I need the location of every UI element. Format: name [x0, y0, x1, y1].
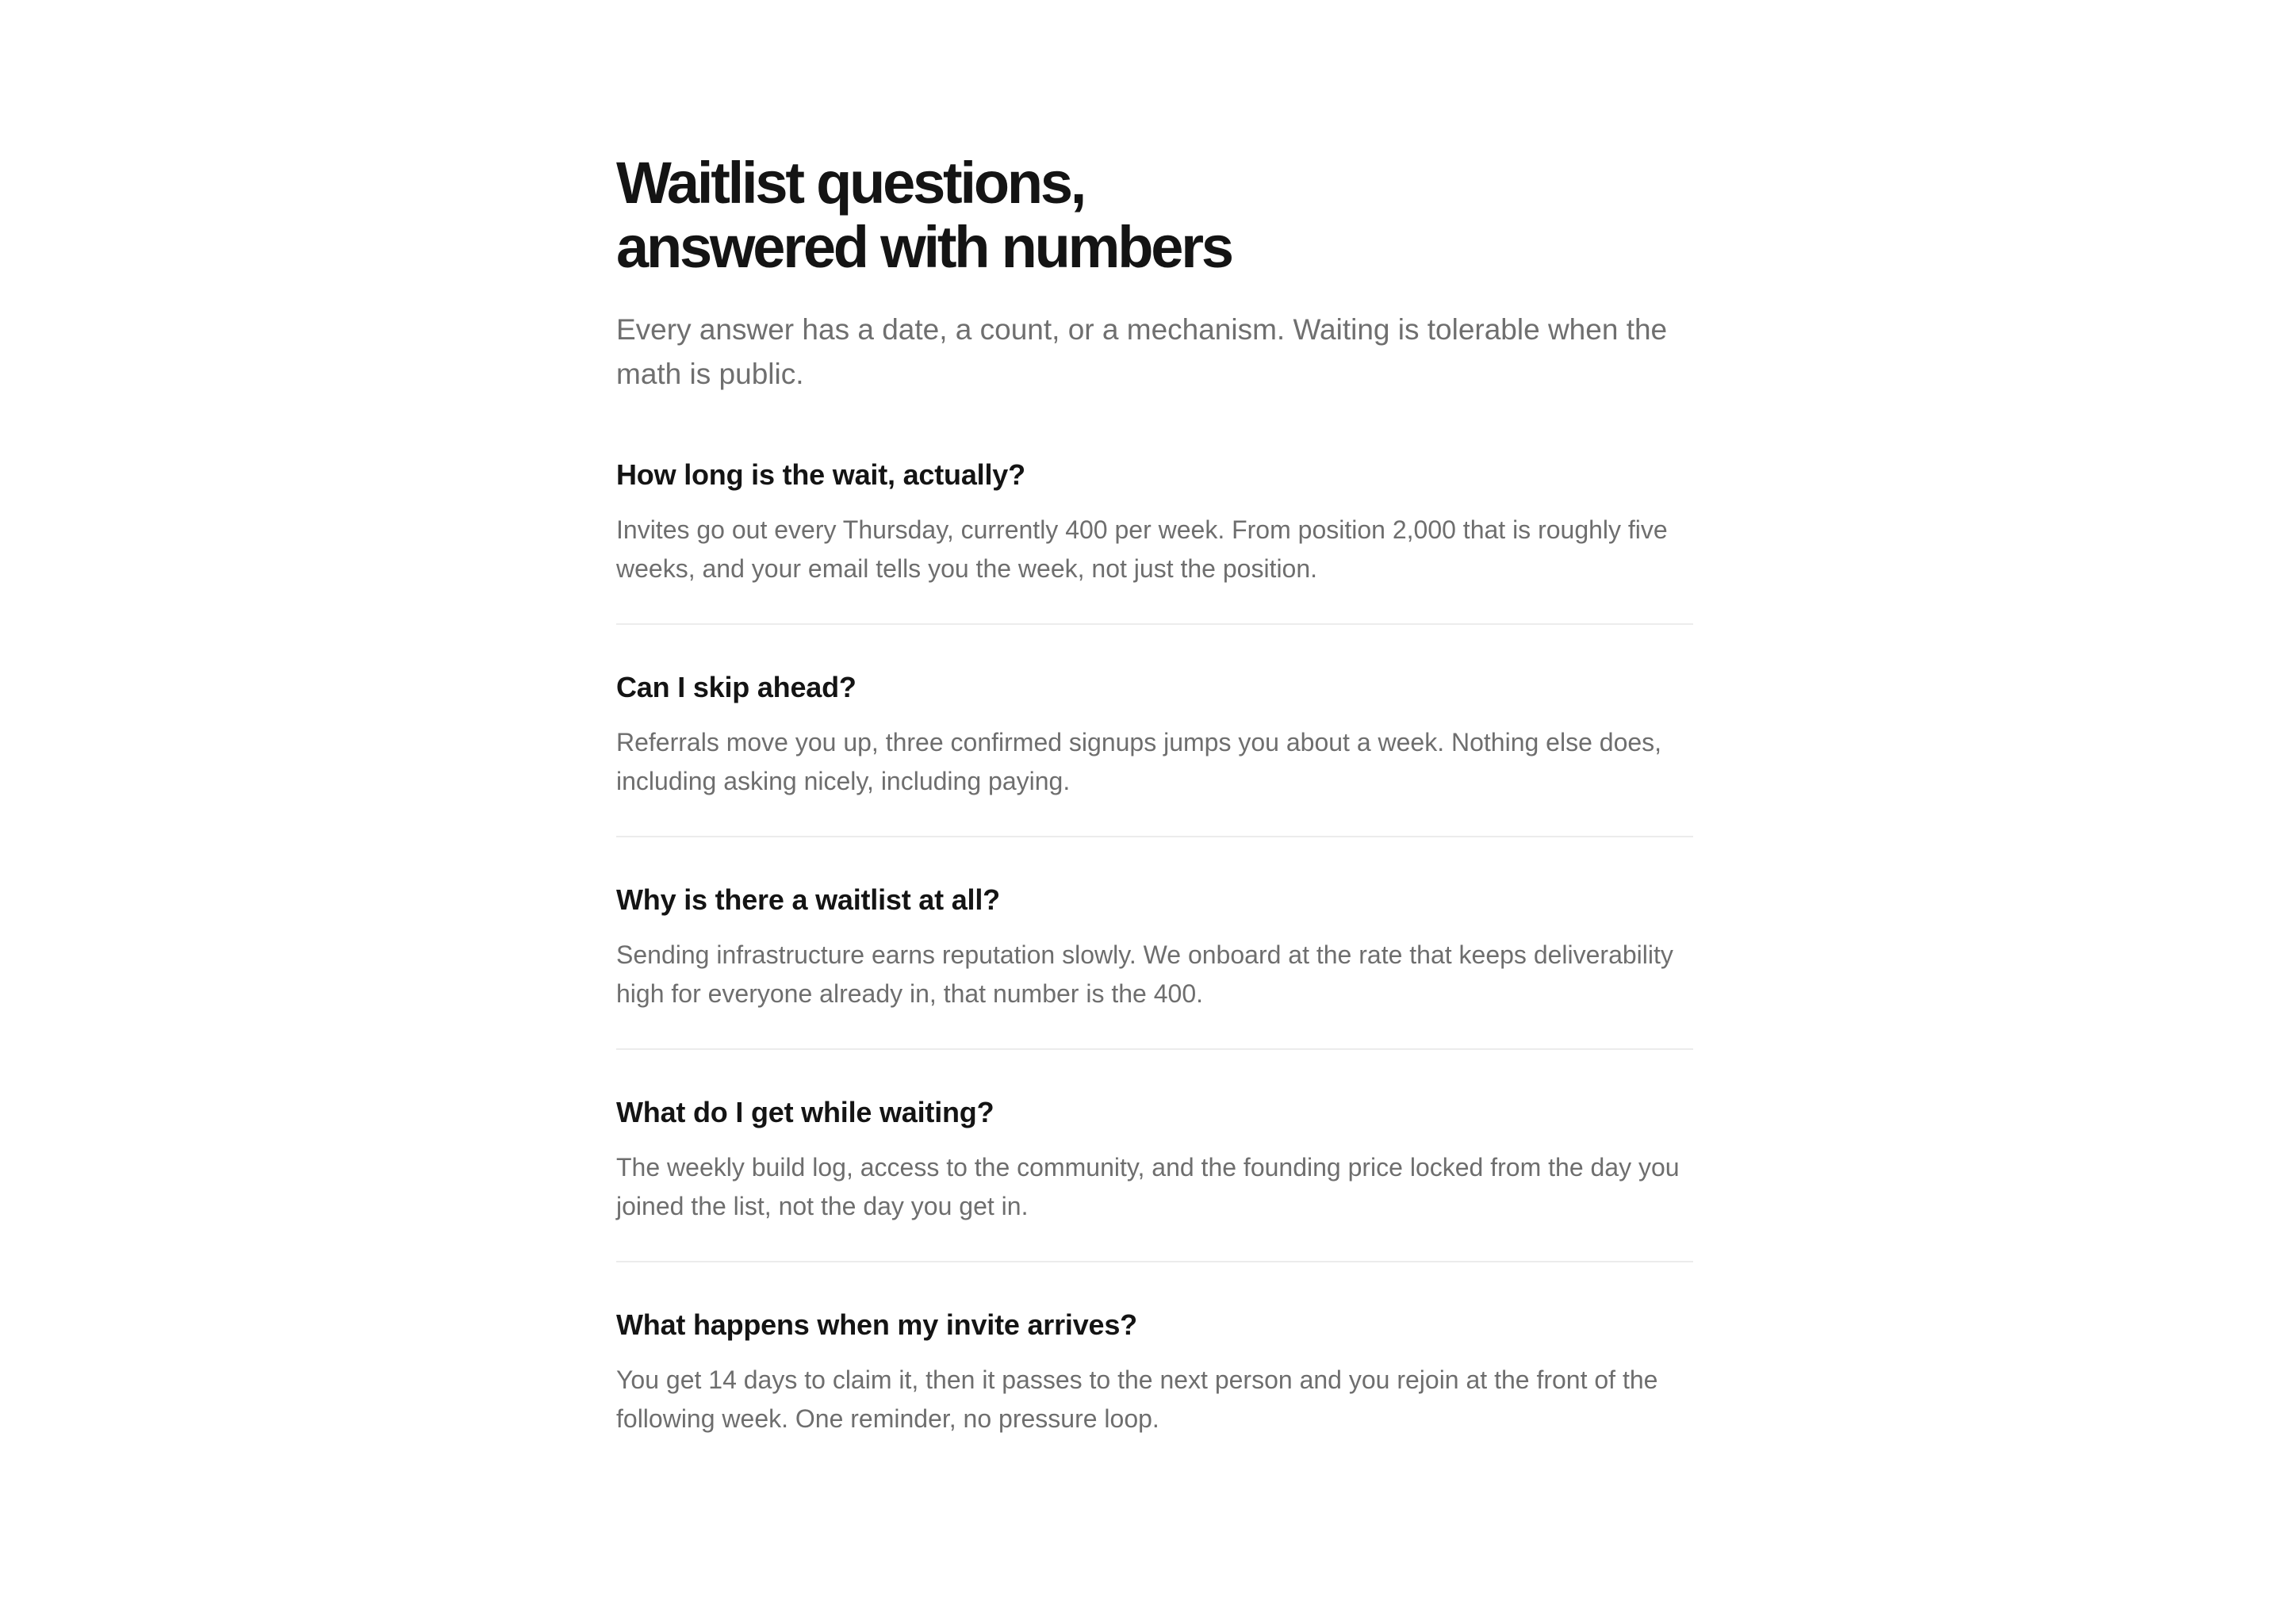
faq-answer: Invites go out every Thursday, currently 400 per week. From position 2,000 that is roughly five weeks, and your email tells you the week, not just the position.	[616, 515, 1668, 583]
faq-question: What happens when my invite arrives?	[616, 1308, 1137, 1341]
page-subtitle: Every answer has a date, a count, or a mechanism. Waiting is tolerable when the math is public.	[616, 313, 1668, 390]
page-title	[616, 151, 1693, 279]
faq-question: How long is the wait, actually?	[616, 458, 1025, 491]
faq-question: Why is there a waitlist at all?	[616, 883, 1000, 916]
faq-list	[616, 457, 1693, 1473]
page-title-line-1: Waitlist questions,	[616, 150, 1085, 216]
faq-answer: Referrals move you up, three confirmed signups jumps you about a week. Nothing else does, including asking nicely, including paying.	[616, 728, 1662, 795]
faq-item	[616, 1307, 1693, 1473]
faq-item	[616, 457, 1693, 625]
faq-question: Can I skip ahead?	[616, 671, 856, 703]
faq-item	[616, 1094, 1693, 1262]
faq-question: What do I get while waiting?	[616, 1096, 994, 1128]
faq-section	[616, 151, 1693, 1518]
faq-answer: Sending infrastructure earns reputation slowly. We onboard at the rate that keeps deliverability high for everyone already in, that number is the 400.	[616, 940, 1673, 1008]
faq-answer: You get 14 days to claim it, then it passes to the next person and you rejoin at the front of the following week. One reminder, no pressure loop.	[616, 1365, 1658, 1433]
faq-answer: The weekly build log, access to the community, and the founding price locked from the day you joined the list, not the day you get in.	[616, 1153, 1680, 1220]
faq-item	[616, 882, 1693, 1050]
faq-item	[616, 669, 1693, 837]
page-title-line-2: answered with numbers	[616, 214, 1232, 280]
